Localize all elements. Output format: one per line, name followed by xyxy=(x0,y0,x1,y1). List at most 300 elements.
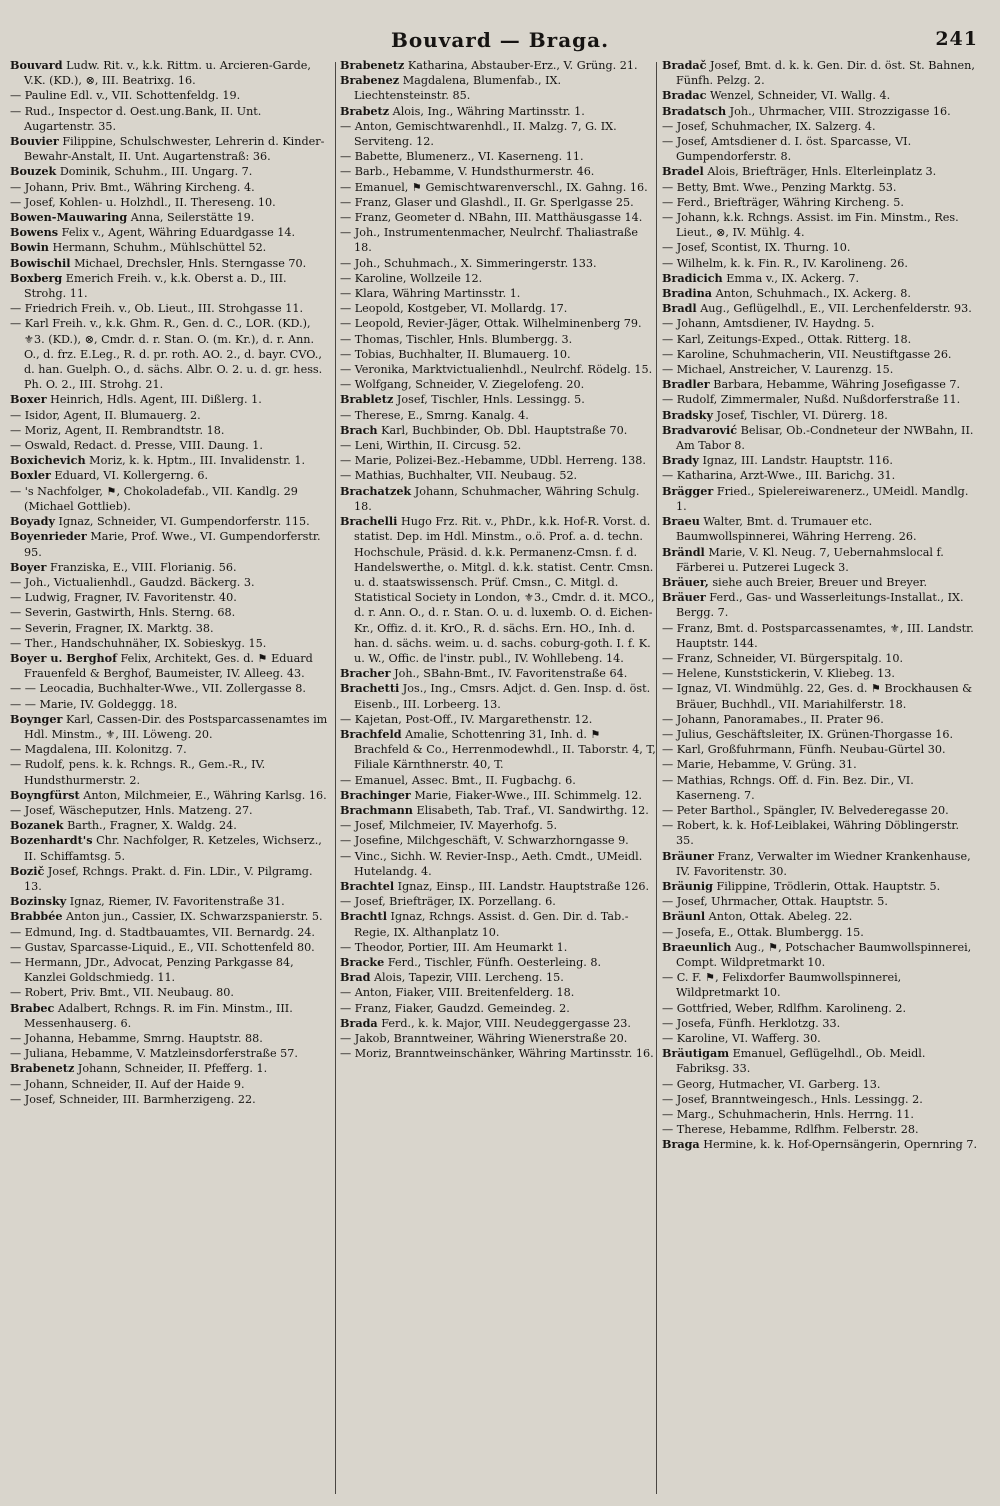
entry-text: — Johann, Panoramabes., II. Prater 96. xyxy=(662,712,884,726)
directory-entry xyxy=(10,134,328,164)
directory-entry xyxy=(662,757,980,772)
directory-entry xyxy=(10,104,328,134)
running-head: Bouvard — Braga. xyxy=(390,28,610,52)
entry-text: Belisar, Ob.-Condneteur der NWBahn, II. Am Tabor 8. xyxy=(676,423,974,453)
entry-text: Hugo Frz. Rit. v., PhDr., k.k. Hof-R. Vorst. d. statist. Dep. im Hdl. Minstm., o.ö. Prof. a. d. techn. Hochschule, Präsid. d. k.k. Permanenz-Cmsn. f. d. Handelswerthe, o. Mitgl. d. k.k. statist. Centr. Cmsn. u. d. staatswissensch. Prüf. Cmsn., C. Mitgl. d. Statistical Society in London, ⚜3., Cmdr. d. it. MCO., d. r. Ann. O., d. r. Stan. O. u. d. luxemb. O. d. Eichen-Kr., Offiz. d. it. KrO., R. d. sächs. Ern. HO., Inh. d. han. d. sächs. weim. u. d. sachs. coburg-goth. I. f. K. u. W., Offic. de l'instr. publ., IV. Wohllebeng. 14. xyxy=(354,515,655,665)
directory-entry xyxy=(10,955,328,985)
entry-text: — — Marie, IV. Goldeggg. 18. xyxy=(10,697,178,711)
entry-surname: Boyer u. Berghof xyxy=(10,650,117,665)
entry-surname: Bozič xyxy=(10,863,45,878)
directory-entry xyxy=(10,484,328,514)
entry-surname: Braeu xyxy=(662,514,700,529)
entry-surname: Brändl xyxy=(662,544,705,559)
directory-entry xyxy=(662,1092,980,1107)
entry-text: — Vinc., Sichh. W. Revier-Insp., Aeth. Cmdt., UMeidl. Hutelandg. 4. xyxy=(340,849,643,878)
entry-text: Anna, Seilerstätte 19. xyxy=(127,211,255,225)
entry-surname: Bradatsch xyxy=(662,103,727,118)
directory-entry xyxy=(10,681,328,696)
directory-entry xyxy=(662,849,980,879)
entry-surname: Bräuer xyxy=(662,590,706,605)
entry-text: — Johann, Amtsdiener, IV. Haydng. 5. xyxy=(662,317,875,331)
entry-surname: Bradler xyxy=(662,377,710,392)
directory-entry xyxy=(340,271,658,286)
entry-text: — Katharina, Arzt-Wwe., III. Barichg. 31. xyxy=(662,469,896,483)
entry-text: — Helene, Kunststickerin, V. Kliebeg. 13. xyxy=(662,667,895,681)
entry-surname: Brabenetz xyxy=(340,58,405,72)
entry-text: Karl, Buchbinder, Ob. Dbl. Hauptstraße 70. xyxy=(377,423,628,437)
entry-text: — Johann, k.k. Rchngs. Assist. im Fin. Minstm., Res. Lieut., ⊗, IV. Mühlg. 4. xyxy=(662,211,959,240)
entry-surname: Brabenez xyxy=(340,73,400,88)
entry-surname: Boyer xyxy=(10,559,47,574)
entry-surname: Bouvier xyxy=(10,134,59,149)
directory-entry xyxy=(662,347,980,362)
entry-text: Josef, Tischler, VI. Dürerg. 18. xyxy=(712,408,888,422)
entry-surname: Brachinger xyxy=(340,787,411,802)
directory-entry xyxy=(340,332,658,347)
entry-surname: Bouvard xyxy=(10,58,63,72)
entry-text: — Juliana, Hebamme, V. Matzleinsdorferstraße 57. xyxy=(10,1047,298,1061)
directory-entry xyxy=(662,1122,980,1137)
entry-text: Eduard, VI. Kollergerng. 6. xyxy=(50,469,209,483)
entry-text: — Josef, Wäscheputzer, Hnls. Matzeng. 27. xyxy=(10,803,253,817)
entry-text: — Leni, Wirthin, II. Circusg. 52. xyxy=(340,439,522,453)
directory-entry xyxy=(662,1137,980,1152)
entry-text: — Moriz, Branntweinschänker, Währing Martinsstr. 16. xyxy=(340,1047,654,1061)
entry-text: Anton jun., Cassier, IX. Schwarzspanierstr. 5. xyxy=(62,910,323,924)
entry-surname: Bräutigam xyxy=(662,1046,730,1061)
directory-entry xyxy=(662,1001,980,1016)
directory-entry xyxy=(10,925,328,940)
directory-entry xyxy=(10,1046,328,1061)
directory-entry xyxy=(10,803,328,818)
directory-entry xyxy=(10,210,328,225)
entry-text: — Ferd., Briefträger, Währing Kircheng. 5. xyxy=(662,195,904,209)
entry-text: Anton, Milchmeier, E., Währing Karlsg. 16. xyxy=(79,788,327,802)
entry-text: — Josefa, E., Ottak. Blumbergg. 15. xyxy=(662,925,864,939)
entry-text: Ludw. Rit. v., k.k. Rittm. u. Arcieren-Garde, V.K. (KD.), ⊗, III. Beatrixg. 16. xyxy=(24,59,311,88)
entry-text: — Kajetan, Post-Off., IV. Margarethenstr. 12. xyxy=(340,712,593,726)
directory-entry xyxy=(662,1077,980,1092)
entry-surname: Braeunlich xyxy=(662,939,732,954)
entry-text: — Franz, Bmt. d. Postsparcassenamtes, ⚜, III. Landstr. Hauptstr. 144. xyxy=(662,621,974,650)
entry-text: — Wolfgang, Schneider, V. Ziegelofeng. 20. xyxy=(340,378,585,392)
entry-text: — Theodor, Portier, III. Am Heumarkt 1. xyxy=(340,940,568,954)
directory-entry xyxy=(10,256,328,271)
directory-entry xyxy=(340,985,658,1000)
entry-surname: Bradac xyxy=(662,88,707,103)
directory-entry xyxy=(662,545,980,575)
directory-entry xyxy=(10,894,328,909)
entry-text: Filippine, Trödlerin, Ottak. Hauptstr. 5. xyxy=(712,879,941,893)
directory-entry xyxy=(340,58,658,73)
directory-entry xyxy=(10,468,328,483)
directory-entry xyxy=(662,362,980,377)
entry-text: Ferd., k. k. Major, VIII. Neudeggergasse 23. xyxy=(377,1016,631,1030)
directory-entry xyxy=(340,119,658,149)
column-2 xyxy=(340,58,658,1498)
directory-entry xyxy=(10,438,328,453)
entry-text: Chr. Nachfolger, R. Ketzeles, Wichserz., II. Schiffamtsg. 5. xyxy=(24,834,322,863)
entry-text: — Leopold, Revier-Jäger, Ottak. Wilhelminenberg 79. xyxy=(340,317,642,331)
entry-text: — Babette, Blumenerz., VI. Kaserneng. 11. xyxy=(340,150,584,164)
directory-entry xyxy=(340,484,658,514)
directory-entry xyxy=(10,529,328,559)
directory-entry xyxy=(340,392,658,407)
entry-text: — Marg., Schuhmacherin, Hnls. Herrng. 11. xyxy=(662,1108,914,1122)
entry-text: — Anton, Gemischtwarenhdl., II. Malzg. 7, G. IX. Serviteng. 12. xyxy=(340,119,617,149)
entry-text: — Julius, Geschäftsleiter, IX. Grünen-Thorgasse 16. xyxy=(662,727,954,741)
entry-surname: Brady xyxy=(662,453,699,468)
entry-text: — Karoline, VI. Wafferg. 30. xyxy=(662,1032,821,1045)
entry-text: — Magdalena, III. Kolonitzg. 7. xyxy=(10,743,187,757)
entry-surname: Brach xyxy=(340,422,378,437)
directory-entry xyxy=(662,727,980,742)
directory-entry xyxy=(662,818,980,848)
column-1 xyxy=(10,58,328,1498)
entry-text: Emma v., IX. Ackerg. 7. xyxy=(722,271,860,285)
directory-entry xyxy=(662,621,980,651)
directory-entry xyxy=(10,1077,328,1092)
directory-entry xyxy=(340,180,658,195)
entry-text: Anton, Ottak. Abeleg. 22. xyxy=(705,910,853,924)
entry-surname: Bradač xyxy=(662,58,707,72)
directory-entry xyxy=(340,879,658,894)
entry-text: — Severin, Gastwirth, Hnls. Sterng. 68. xyxy=(10,606,236,620)
entry-text: Adalbert, Rchngs. R. im Fin. Minstm., III. Messenhauserg. 6. xyxy=(24,1001,293,1030)
entry-surname: Brabec xyxy=(10,1000,55,1015)
entry-text: Ferd., Tischler, Fünfh. Oesterleing. 8. xyxy=(384,955,602,969)
directory-entry xyxy=(662,1046,980,1076)
directory-entry xyxy=(10,590,328,605)
directory-entry xyxy=(10,408,328,423)
directory-entry xyxy=(340,727,658,773)
entry-surname: Bozanek xyxy=(10,818,64,833)
entry-surname: Bradsky xyxy=(662,407,713,422)
directory-entry xyxy=(662,1107,980,1122)
directory-entry xyxy=(662,925,980,940)
directory-entry xyxy=(10,909,328,924)
entry-text: — Josef, Milchmeier, IV. Mayerhofg. 5. xyxy=(340,819,558,833)
entry-surname: Bräuner xyxy=(662,848,714,863)
directory-entry xyxy=(662,575,980,590)
entry-text: — 's Nachfolger, ⚑, Chokoladefab., VII. Kandlg. 29 (Michael Gottlieb). xyxy=(10,484,298,513)
entry-text: Hermine, k. k. Hof-Opernsängerin, Opernring 7. xyxy=(699,1138,978,1152)
entry-text: — Joh., Schuhmach., X. Simmeringerstr. 133. xyxy=(340,256,597,270)
entry-text: Filippine, Schulschwester, Lehrerin d. Kinder-Bewahr-Anstalt, II. Unt. Augartenstraß: 36. xyxy=(24,135,325,164)
directory-entry xyxy=(662,742,980,757)
directory-entry xyxy=(340,894,658,909)
directory-entry xyxy=(340,833,658,848)
directory-entry xyxy=(340,666,658,681)
entry-text: — Thomas, Tischler, Hnls. Blumbergg. 3. xyxy=(340,332,573,346)
directory-entry xyxy=(340,1016,658,1031)
entry-surname: Bräuer, xyxy=(662,574,709,589)
entry-text: — Franz, Fiaker, Gaudzd. Gemeindeg. 2. xyxy=(340,1001,570,1015)
directory-entry xyxy=(10,1031,328,1046)
entry-text: — Karl Freih. v., k.k. Ghm. R., Gen. d. C., LOR. (KD.), ⚜3. (KD.), ⊗, Cmdr. d. r. Stan. O. (m. Kr.), d. r. Ann. O., d. frz. E.Leg., R. d. pr. roth. AO. 2., d. bayr. CVO., d. han. Guelph. O., d. sächs. Albr. O. 2. u. d. gr. hess. Ph. O. 2., III. Strohg. 21. xyxy=(10,317,323,392)
directory-entry xyxy=(340,803,658,818)
entry-text: — Edmund, Ing. d. Stadtbauamtes, VII. Bernardg. 24. xyxy=(10,925,315,939)
entry-text: Alois, Briefträger, Hnls. Elterleinplatz 3. xyxy=(703,165,937,179)
directory-entry xyxy=(10,1092,328,1107)
entry-text: — Ludwig, Fragner, IV. Favoritenstr. 40. xyxy=(10,591,237,605)
entry-text: — Karoline, Wollzeile 12. xyxy=(340,271,483,285)
directory-entry xyxy=(340,1046,658,1061)
directory-entry xyxy=(10,697,328,712)
directory-entry xyxy=(662,1016,980,1031)
entry-text: — Friedrich Freih. v., Ob. Lieut., III. Strohgasse 11. xyxy=(10,302,303,316)
entry-surname: Bradl xyxy=(662,301,697,316)
directory-entry xyxy=(662,392,980,407)
directory-entry xyxy=(340,514,658,666)
directory-entry xyxy=(10,453,328,468)
entry-surname: Brada xyxy=(340,1015,378,1030)
entry-text: Barbara, Hebamme, Währing Josefigasse 7. xyxy=(709,378,961,392)
directory-entry xyxy=(340,453,658,468)
entry-text: Emerich Freih. v., k.k. Oberst a. D., III. Strohg. 11. xyxy=(24,271,287,301)
directory-entry xyxy=(662,240,980,255)
entry-text: Heinrich, Hdls. Agent, III. Dißlerg. 1. xyxy=(46,393,262,407)
entry-text: — Ignaz, VI. Windmühlg. 22, Ges. d. ⚑ Brockhausen & Bräuer, Buchhdl., VII. Mariahilferstr. 18. xyxy=(662,682,973,711)
entry-text: — Mathias, Rchngs. Off. d. Fin. Bez. Dir., VI. Kaserneng. 7. xyxy=(662,773,914,802)
directory-entry xyxy=(340,423,658,438)
page-header xyxy=(0,28,1000,56)
directory-entry xyxy=(662,195,980,210)
directory-entry xyxy=(662,423,980,453)
entry-text: — Mathias, Buchhalter, VII. Neubaug. 52. xyxy=(340,469,578,483)
directory-entry xyxy=(340,195,658,210)
entry-text: — Johann, Schneider, II. Auf der Haide 9. xyxy=(10,1077,245,1091)
entry-surname: Brachelli xyxy=(340,514,398,529)
entry-text: Barth., Fragner, X. Waldg. 24. xyxy=(63,819,237,833)
entry-text: — Josef, Amtsdiener d. I. öst. Sparcasse, VI. Gumpendorferstr. 8. xyxy=(662,135,912,164)
directory-entry xyxy=(10,651,328,681)
entry-text: — Peter Barthol., Spängler, IV. Belvederegasse 20. xyxy=(662,803,949,817)
entry-text: — Therese, E., Smrng. Kanalg. 4. xyxy=(340,408,529,422)
entry-surname: Bowischil xyxy=(10,255,71,270)
directory-entry xyxy=(340,955,658,970)
directory-entry xyxy=(662,712,980,727)
entry-text: — Rudolf, pens. k. k. Rchngs. R., Gem.-R., IV. Hundsthurmerstr. 2. xyxy=(10,758,266,787)
entry-surname: Brachatzek xyxy=(340,483,412,498)
directory-entry xyxy=(662,894,980,909)
directory-entry xyxy=(10,560,328,575)
entry-text: — Betty, Bmt. Wwe., Penzing Marktg. 53. xyxy=(662,180,897,194)
directory-entry xyxy=(662,180,980,195)
directory-entry xyxy=(662,773,980,803)
directory-entry xyxy=(662,377,980,392)
entry-text: Ignaz, Riemer, IV. Favoritenstraße 31. xyxy=(66,895,285,909)
directory-entry xyxy=(662,940,980,970)
directory-entry xyxy=(662,316,980,331)
entry-text: — Isidor, Agent, II. Blumauerg. 2. xyxy=(10,408,201,422)
directory-entry xyxy=(10,636,328,651)
entry-text: Jos., Ing., Cmsrs. Adjct. d. Gen. Insp. d. öst. Eisenb., III. Lorbeerg. 13. xyxy=(354,682,651,711)
entry-text: — Josefine, Milchgeschäft, V. Schwarzhorngasse 9. xyxy=(340,834,629,848)
entry-text: siehe auch Breier, Breuer und Breyer. xyxy=(708,575,928,589)
entry-text: Anton, Schuhmach., IX. Ackerg. 8. xyxy=(712,287,911,301)
entry-text: Ignaz, Einsp., III. Landstr. Hauptstraße 126. xyxy=(394,879,650,893)
entry-text: — Josef, Briefträger, IX. Porzellang. 6. xyxy=(340,895,556,909)
entry-text: — Robert, Priv. Bmt., VII. Neubaug. 80. xyxy=(10,986,234,1000)
directory-entry xyxy=(662,58,980,88)
entry-text: — Rudolf, Zimmermaler, Nußd. Nußdorferstraße 11. xyxy=(662,393,961,407)
entry-text: — Josef, Uhrmacher, Ottak. Hauptstr. 5. xyxy=(662,895,888,909)
entry-text: Johann, Schneider, II. Pfefferg. 1. xyxy=(74,1062,268,1076)
entry-text: Hermann, Schuhm., Mühlschüttel 52. xyxy=(48,241,267,255)
entry-text: Moriz, k. k. Hptm., III. Invalidenstr. 1. xyxy=(85,454,306,468)
entry-text: Josef, Rchngs. Prakt. d. Fin. LDir., V. Pilgramg. 13. xyxy=(24,864,313,893)
entry-surname: Brachtl xyxy=(340,909,387,924)
directory-entry xyxy=(662,88,980,103)
entry-surname: Bozinsky xyxy=(10,894,67,909)
entry-surname: Boxler xyxy=(10,468,51,483)
entry-surname: Bozenhardt's xyxy=(10,833,93,848)
directory-entry xyxy=(662,909,980,924)
entry-surname: Brabbée xyxy=(10,909,63,924)
directory-entry xyxy=(662,210,980,240)
entry-surname: Bowens xyxy=(10,225,59,240)
entry-text: — Barb., Hebamme, V. Hundsthurmerstr. 46. xyxy=(340,165,595,179)
entry-text: — Josef, Kohlen- u. Holzhdl., II. Thereseng. 10. xyxy=(10,195,276,209)
entry-text: Elisabeth, Tab. Traf., VI. Sandwirthg. 12. xyxy=(412,803,649,817)
entry-text: — Josef, Schneider, III. Barmherzigeng. 22. xyxy=(10,1092,256,1106)
entry-text: Michael, Drechsler, Hnls. Sterngasse 70. xyxy=(70,256,307,270)
entry-text: Walter, Bmt. d. Trumauer etc. Baumwollspinnerei, Währing Herreng. 26. xyxy=(676,515,917,544)
directory-entry xyxy=(10,423,328,438)
directory-entry xyxy=(662,164,980,179)
directory-entry xyxy=(340,301,658,316)
directory-entry xyxy=(340,408,658,423)
column-3 xyxy=(662,58,980,1498)
directory-entry xyxy=(662,651,980,666)
directory-entry xyxy=(662,256,980,271)
directory-entry xyxy=(662,332,980,347)
entry-surname: Bradina xyxy=(662,286,713,301)
entry-text: — Ther., Handschuhnäher, IX. Sobieskyg. 15. xyxy=(10,636,267,650)
directory-entry xyxy=(340,1031,658,1046)
entry-surname: Boxberg xyxy=(10,270,63,285)
entry-surname: Boxichevich xyxy=(10,453,86,468)
entry-text: Fried., Spielereiwarenerz., UMeidl. Mandlg. 1. xyxy=(676,484,969,513)
directory-entry xyxy=(10,1001,328,1031)
entry-surname: Boyady xyxy=(10,514,55,529)
entry-text: — Josefa, Fünfh. Herklotzg. 33. xyxy=(662,1016,841,1030)
entry-surname: Bracher xyxy=(340,666,391,681)
entry-surname: Brabletz xyxy=(340,392,394,407)
entry-text: Franziska, E., VIII. Florianig. 56. xyxy=(46,560,237,574)
directory-entry xyxy=(662,879,980,894)
entry-text: Marie, Prof. Wwe., VI. Gumpendorferstr. 95. xyxy=(24,530,321,559)
entry-surname: Bowen-Mauwaring xyxy=(10,210,128,225)
directory-entry xyxy=(10,575,328,590)
entry-text: Ignaz, III. Landstr. Hauptstr. 116. xyxy=(698,454,893,468)
entry-text: Wenzel, Schneider, VI. Wallg. 4. xyxy=(706,89,891,103)
entry-text: — — Leocadia, Buchhalter-Wwe., VII. Zollergasse 8. xyxy=(10,682,306,696)
directory-entry xyxy=(340,164,658,179)
directory-entry xyxy=(10,788,328,803)
entry-text: — Karl, Großfuhrmann, Fünfh. Neubau-Gürtel 30. xyxy=(662,743,946,757)
directory-entry xyxy=(662,453,980,468)
entry-text: Karl, Cassen-Dir. des Postsparcassenamtes im Hdl. Minstm., ⚜, III. Löweng. 20. xyxy=(24,712,328,741)
entry-text: — Johanna, Hebamme, Smrng. Hauptstr. 88. xyxy=(10,1032,263,1045)
directory-entry xyxy=(662,134,980,164)
entry-surname: Boyenrieder xyxy=(10,529,87,544)
directory-entry xyxy=(340,73,658,103)
entry-text: — Tobias, Buchhalter, II. Blumauerg. 10. xyxy=(340,347,571,361)
entry-text: — Wilhelm, k. k. Fin. R., IV. Karolineng. 26. xyxy=(662,256,908,270)
directory-entry xyxy=(662,286,980,301)
entry-surname: Brachmann xyxy=(340,802,413,817)
directory-entry xyxy=(662,104,980,119)
entry-surname: Boynger xyxy=(10,711,63,726)
entry-text: — Georg, Hutmacher, VI. Garberg. 13. xyxy=(662,1077,881,1091)
directory-entry xyxy=(662,271,980,286)
entry-surname: Bradel xyxy=(662,164,704,179)
directory-entry xyxy=(340,773,658,788)
column-rule xyxy=(335,62,336,1494)
entry-surname: Bradvarović xyxy=(662,422,738,437)
entry-text: Josef, Bmt. d. k. k. Gen. Dir. d. öst. St. Bahnen, Fünfh. Pelzg. 2. xyxy=(676,59,975,88)
entry-surname: Brachfeld xyxy=(340,726,402,741)
entry-text: — Marie, Hebamme, V. Grüng. 31. xyxy=(662,758,857,772)
directory-entry xyxy=(10,514,328,529)
entry-text: Marie, V. Kl. Neug. 7, Uebernahmslocal f. Färberei u. Putzerei Lugeck 3. xyxy=(676,545,944,574)
entry-text: — Franz, Glaser und Glashdl., II. Gr. Sperlgasse 25. xyxy=(340,195,634,209)
entry-surname: Bowin xyxy=(10,240,49,255)
entry-surname: Boyngfürst xyxy=(10,787,80,802)
directory-entry xyxy=(340,681,658,711)
directory-entry xyxy=(10,985,328,1000)
directory-entry xyxy=(340,818,658,833)
directory-entry xyxy=(662,590,980,620)
entry-text: Johann, Schuhmacher, Währing Schulg. 18. xyxy=(354,484,640,513)
directory-entry xyxy=(662,119,980,134)
directory-entry xyxy=(340,970,658,985)
directory-entry xyxy=(10,316,328,392)
directory-entry xyxy=(10,1061,328,1076)
entry-text: Dominik, Schuhm., III. Ungarg. 7. xyxy=(56,165,253,179)
entry-text: Franz, Verwalter im Wiedner Krankenhause, IV. Favoritenstr. 30. xyxy=(676,849,971,878)
directory-entry xyxy=(10,742,328,757)
entry-text: — Emanuel, ⚑ Gemischtwarenverschl., IX. Gahng. 16. xyxy=(340,180,648,194)
entry-text: Marie, Fiaker-Wwe., III. Schimmelg. 12. xyxy=(410,788,642,802)
directory-entry xyxy=(10,195,328,210)
entry-text: — Oswald, Redact. d. Presse, VIII. Daung. 1. xyxy=(10,439,263,453)
directory-entry xyxy=(10,712,328,742)
directory-entry xyxy=(662,408,980,423)
directory-entry xyxy=(340,909,658,939)
entry-text: — Joh., Instrumentenmacher, Neulrchf. Thaliastraße 18. xyxy=(340,226,638,255)
directory-entry xyxy=(340,256,658,271)
directory-entry xyxy=(10,757,328,787)
entry-surname: Brabetz xyxy=(340,103,390,118)
directory-entry xyxy=(340,712,658,727)
directory-entry xyxy=(662,681,980,711)
directory-entry xyxy=(662,468,980,483)
entry-text: Josef, Tischler, Hnls. Lessingg. 5. xyxy=(393,393,585,407)
directory-entry xyxy=(662,803,980,818)
entry-text: Amalie, Schottenring 31, Inh. d. ⚑ Brachfeld & Co., Herrenmodewhdl., II. Taborstr. 4, T, Filiale Kärnthnerstr. 40, T. xyxy=(354,727,656,772)
directory-entry xyxy=(10,301,328,316)
directory-entry xyxy=(10,225,328,240)
entry-text: — Michael, Anstreicher, V. Laurenzg. 15. xyxy=(662,363,894,377)
entry-text: Emanuel, Geflügelhdl., Ob. Meidl. Fabriksg. 33. xyxy=(676,1047,926,1076)
entry-text: — Joh., Victualienhdl., Gaudzd. Bäckerg. 3. xyxy=(10,575,255,589)
directory-entry xyxy=(10,940,328,955)
directory-entry xyxy=(662,970,980,1000)
entry-text: Ignaz, Rchngs. Assist. d. Gen. Dir. d. Tab.-Regie, IX. Althanplatz 10. xyxy=(354,910,629,939)
